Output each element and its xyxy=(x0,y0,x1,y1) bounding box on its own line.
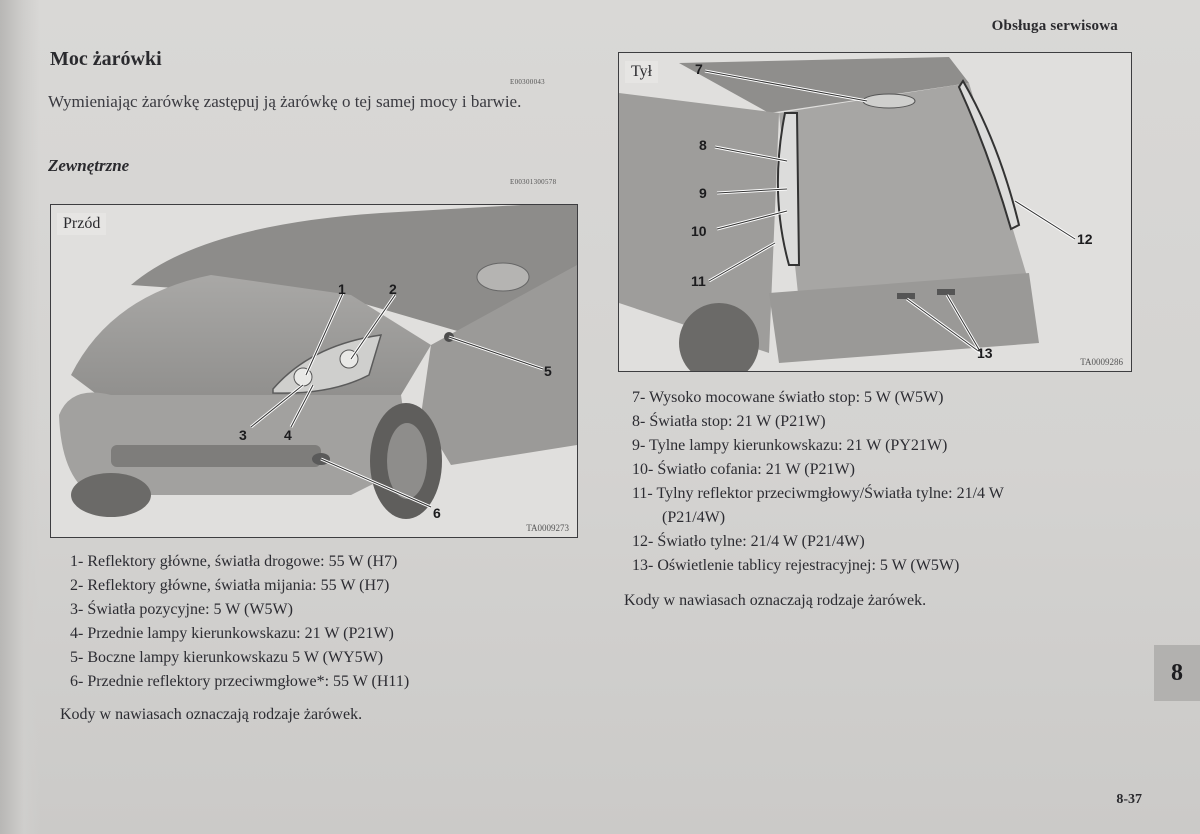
front-bulb-list xyxy=(70,550,409,694)
list-item: 11- Tylny reflektor przeciwmgłowy/Światła tylne: 21/4 W xyxy=(632,485,1004,502)
callout-12: 12 xyxy=(1077,231,1093,247)
callout-13: 13 xyxy=(977,345,993,361)
list-item: 10- Światło cofania: 21 W (P21W) xyxy=(632,461,855,478)
callout-10: 10 xyxy=(691,223,707,239)
list-item: 6- Przednie reflektory przeciwmgłowe*: 55 W (H11) xyxy=(70,673,410,690)
list-item: 3- Światła pozycyjne: 5 W (W5W) xyxy=(70,601,293,618)
rear-car-illustration xyxy=(619,53,1131,371)
subsection-title: Zewnętrzne xyxy=(48,156,130,175)
list-item: 7- Wysoko mocowane światło stop: 5 W (W5W) xyxy=(632,389,944,406)
section-code: E00300043 xyxy=(510,78,545,86)
front-figure-code: TA0009273 xyxy=(526,523,569,533)
book-spine-shadow xyxy=(0,0,40,834)
chapter-tab-number: 8 xyxy=(1171,659,1183,686)
callout-2: 2 xyxy=(389,281,397,297)
callout-3: 3 xyxy=(239,427,247,443)
list-item: 2- Reflektory główne, światła mijania: 55 W (H7) xyxy=(70,577,390,594)
list-item: 12- Światło tylne: 21/4 W (P21/4W) xyxy=(632,533,865,550)
bulb-codes-note-left: Kody w nawiasach oznaczają rodzaje żarówek. xyxy=(60,706,363,723)
list-item: (P21/4W) xyxy=(662,509,726,526)
chapter-tab xyxy=(1154,645,1200,701)
list-item: 4- Przednie lampy kierunkowskazu: 21 W (P21W) xyxy=(70,625,394,642)
subsection-code: E00301300578 xyxy=(510,178,557,186)
rear-figure-label: Tył xyxy=(625,61,658,83)
callout-4: 4 xyxy=(284,427,292,443)
bulb-codes-note-right: Kody w nawiasach oznaczają rodzaje żarówek. xyxy=(624,592,927,609)
list-item: 8- Światła stop: 21 W (P21W) xyxy=(632,413,826,430)
callout-8: 8 xyxy=(699,137,707,153)
callout-6: 6 xyxy=(433,505,441,521)
callout-7: 7 xyxy=(695,61,703,77)
list-item: 1- Reflektory główne, światła drogowe: 55 W (H7) xyxy=(70,553,398,570)
rear-car-figure xyxy=(618,52,1132,372)
list-item: 5- Boczne lampy kierunkowskazu 5 W (WY5W) xyxy=(70,649,384,666)
rear-figure-code: TA0009286 xyxy=(1080,357,1123,367)
page-number: 8-37 xyxy=(1116,792,1142,807)
callout-1: 1 xyxy=(338,281,346,297)
callout-11: 11 xyxy=(691,273,706,289)
list-item: 13- Oświetlenie tablicy rejestracyjnej: 5 W (W5W) xyxy=(632,557,960,574)
list-item: 9- Tylne lampy kierunkowskazu: 21 W (PY21W) xyxy=(632,437,948,454)
front-car-illustration xyxy=(51,205,577,537)
section-title: Moc żarówki xyxy=(50,48,162,70)
rear-bulb-list xyxy=(632,386,1004,578)
callout-9: 9 xyxy=(699,185,707,201)
front-car-figure xyxy=(50,204,578,538)
running-header: Obsługa serwisowa xyxy=(991,18,1118,34)
intro-paragraph: Wymieniając żarówkę zastępuj ją żarówkę o tej samej mocy i barwie. xyxy=(48,92,522,111)
callout-5: 5 xyxy=(544,363,552,379)
front-figure-label: Przód xyxy=(57,213,106,235)
